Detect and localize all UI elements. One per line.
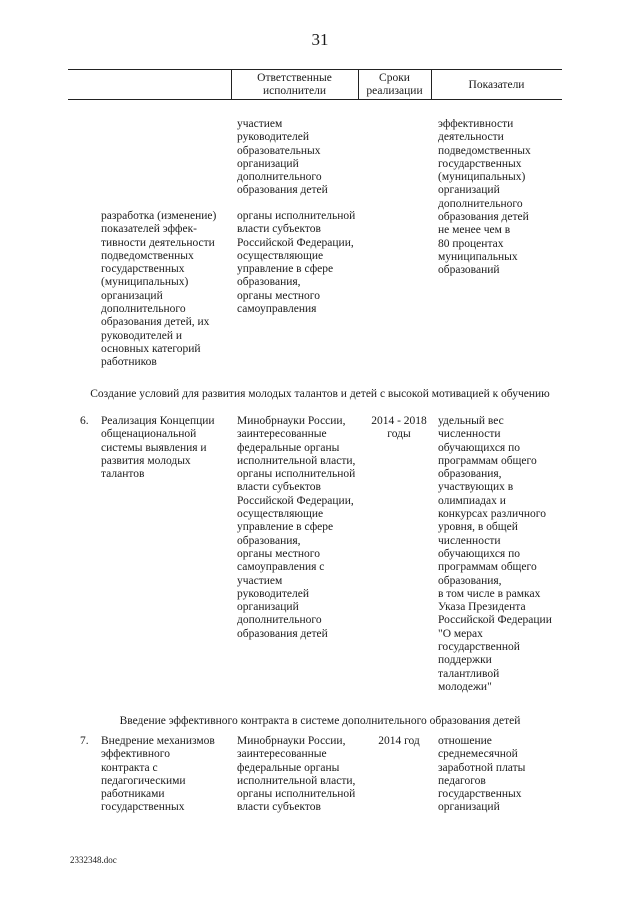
header-bottom-rule bbox=[68, 99, 562, 100]
sub-responsible: органы исполнительной власти субъектов Российской Федерации, осуществляющие управление в сфере образования, органы местного самоуправления bbox=[237, 210, 356, 316]
section-heading-contract: Введение эффективного контракта в системе дополнительного образования детей bbox=[119, 715, 521, 727]
cont-responsible: участием руководителей образовательных организаций дополнительного образования детей bbox=[237, 118, 328, 197]
row6-responsible: Минобрнауки России, заинтересованные федеральные органы исполнительной власти, органы исполнительной власти субъектов Российской Федерации, осуществляющие управление в сфере образования, органы местного самоуправления с участием руководителей организаций дополнительного образования детей bbox=[237, 415, 356, 640]
header-responsible: Ответственные исполнители bbox=[257, 72, 332, 97]
row7-indicators: отношение среднемесячной заработной платы педагогов государственных организаций bbox=[438, 735, 526, 814]
row7-deadline: 2014 год bbox=[378, 735, 420, 747]
row7-number: 7. bbox=[80, 735, 89, 747]
row7-responsible: Минобрнауки России, заинтересованные федеральные органы исполнительной власти, органы исполнительной власти субъектов bbox=[237, 735, 356, 814]
row6-number: 6. bbox=[80, 415, 89, 427]
header-indicators: Показатели bbox=[468, 79, 525, 91]
section-heading-talents: Создание условий для развития молодых талантов и детей с высокой мотивацией к обучению bbox=[90, 388, 550, 400]
header-top-rule bbox=[68, 69, 562, 70]
row7-measure: Внедрение механизмов эффективного контракта с педагогическими работниками государственных bbox=[101, 735, 215, 814]
footer-filename: 2332348.doc bbox=[70, 855, 117, 865]
cont-indicators: эффективности деятельности подведомственных государственных (муниципальных) организаций дополнительного образования детей не менее чем в 80 процентах муниципальных образований bbox=[438, 118, 531, 277]
row6-measure: Реализация Концепции общенациональной системы выявления и развития молодых талантов bbox=[101, 415, 215, 481]
sub-measure: разработка (изменение) показателей эффек- тивности деятельности подведомственных государственных (муниципальных) организаций дополнительного образования детей, их руководителей и основных категорий работников bbox=[101, 210, 217, 369]
page-number: 31 bbox=[311, 30, 329, 49]
row6-indicators: удельный вес численности обучающихся по программам общего образования, участвующих в олимпиадах и конкурсах различного уровня, в общей численности обучающихся по программам общего образования, в том числе в рамках Указа Президента Российской Федерации "О мерах государственной поддержки талантливой молодежи" bbox=[438, 415, 552, 693]
header-deadline: Сроки реализации bbox=[366, 72, 423, 97]
row6-deadline: 2014 - 2018 годы bbox=[371, 415, 427, 441]
